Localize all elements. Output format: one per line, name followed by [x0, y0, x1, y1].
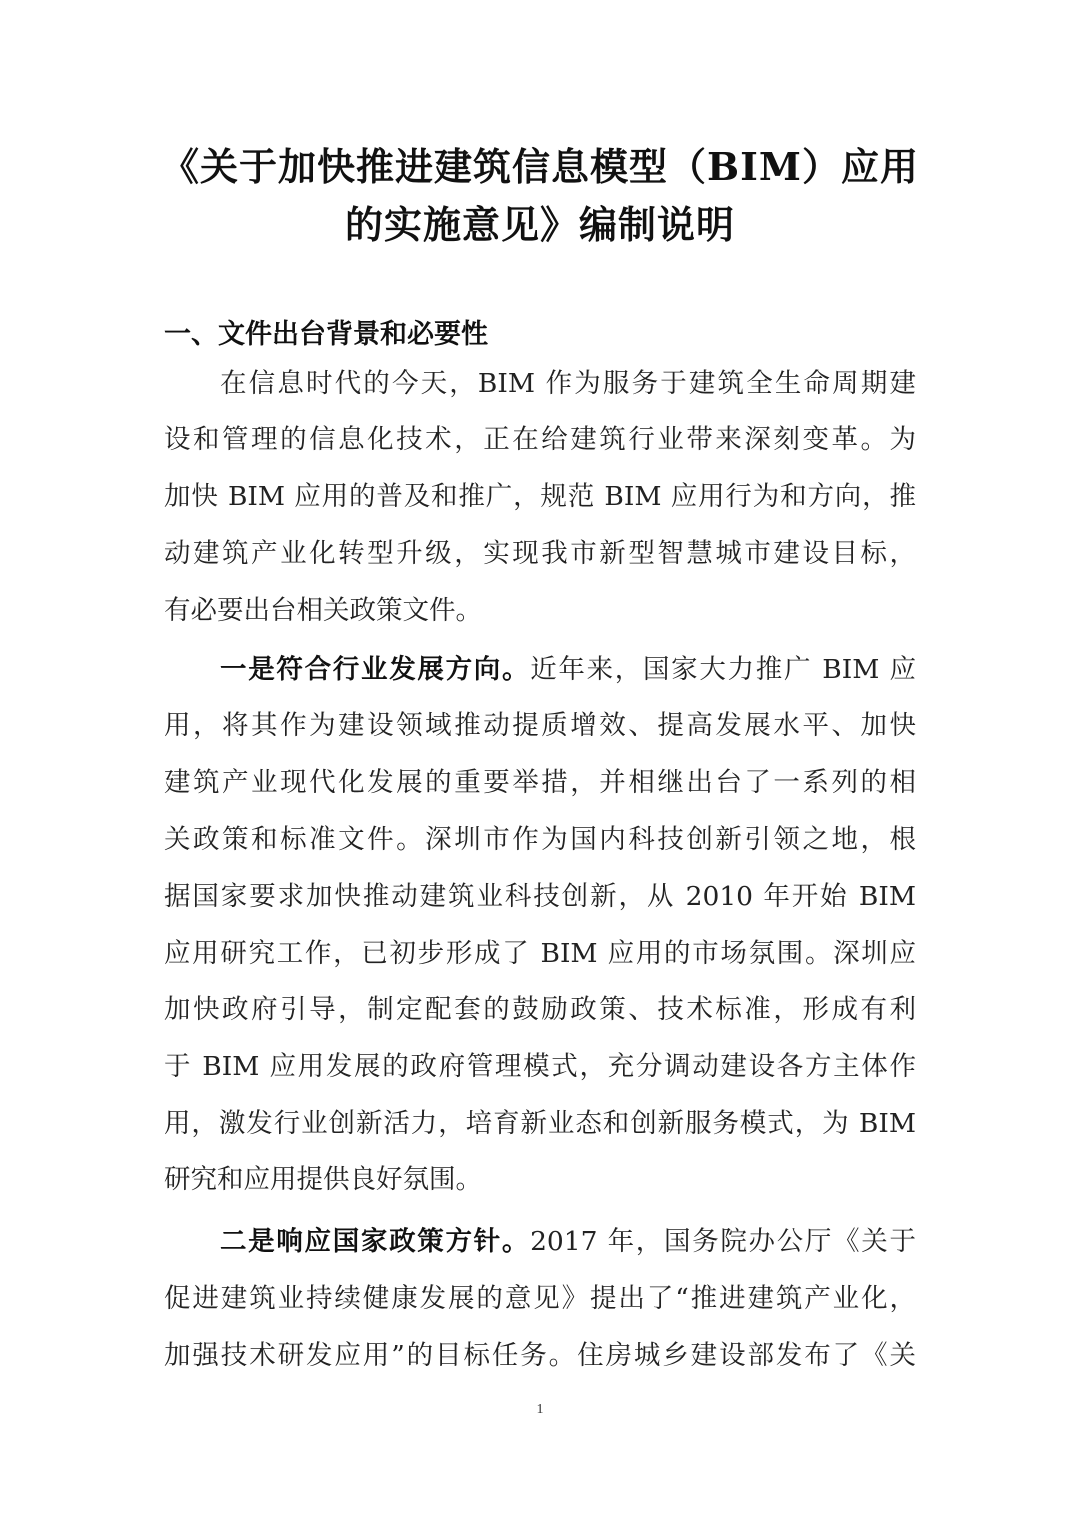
page-number: 1 — [536, 1402, 544, 1417]
paragraph-line: 加快政府引导，制定配套的鼓励政策、技术标准，形成有利 — [164, 994, 916, 1025]
paragraph-line: 促进建筑业持续健康发展的意见》提出了“推进建筑产业化， — [164, 1283, 916, 1314]
paragraph-line: 用，将其作为建设领域推动提质增效、提高发展水平、加快 — [164, 710, 916, 741]
paragraph-text: 2017 年，国务院办公厅《关于 — [530, 1226, 916, 1257]
paragraph-line: 研究和应用提供良好氛围。 — [164, 1164, 482, 1195]
paragraph-line: 在信息时代的今天，BIM 作为服务于建筑全生命周期建 — [220, 368, 916, 399]
paragraph-line-with-lead — [220, 1222, 916, 1262]
paragraph-line: 应用研究工作，已初步形成了 BIM 应用的市场氛围。深圳应 — [164, 938, 916, 969]
section-heading: 一、文件出台背景和必要性 — [164, 319, 488, 350]
paragraph-line: 关政策和标准文件。深圳市作为国内科技创新引领之地，根 — [164, 824, 916, 855]
paragraph-line: 用，激发行业创新活力，培育新业态和创新服务模式，为 BIM — [164, 1108, 916, 1139]
paragraph-line: 于 BIM 应用发展的政府管理模式，充分调动建设各方主体作 — [164, 1051, 916, 1082]
document-title-line-1: 《关于加快推进建筑信息模型（BIM）应用 — [161, 144, 919, 189]
document-title-line-2: 的实施意见》编制说明 — [344, 202, 735, 247]
paragraph-lead: 二是响应国家政策方针。 — [220, 1226, 531, 1257]
paragraph-line: 动建筑产业化转型升级，实现我市新型智慧城市建设目标， — [164, 538, 916, 569]
paragraph-line: 建筑产业现代化发展的重要举措，并相继出台了一系列的相 — [164, 767, 916, 798]
paragraph-line: 加快 BIM 应用的普及和推广，规范 BIM 应用行为和方向，推 — [164, 481, 916, 512]
paragraph-line: 加强技术研发应用”的目标任务。住房城乡建设部发布了《关 — [164, 1340, 916, 1371]
paragraph-line: 有必要出台相关政策文件。 — [164, 595, 482, 626]
paragraph-lead: 一是符合行业发展方向。 — [220, 654, 531, 685]
paragraph-text: 近年来，国家大力推广 BIM 应 — [530, 654, 916, 685]
paragraph-line: 据国家要求加快推动建筑业科技创新，从 2010 年开始 BIM — [164, 881, 916, 912]
paragraph-line-with-lead — [220, 650, 916, 690]
paragraph-line: 设和管理的信息化技术，正在给建筑行业带来深刻变革。为 — [164, 424, 916, 455]
